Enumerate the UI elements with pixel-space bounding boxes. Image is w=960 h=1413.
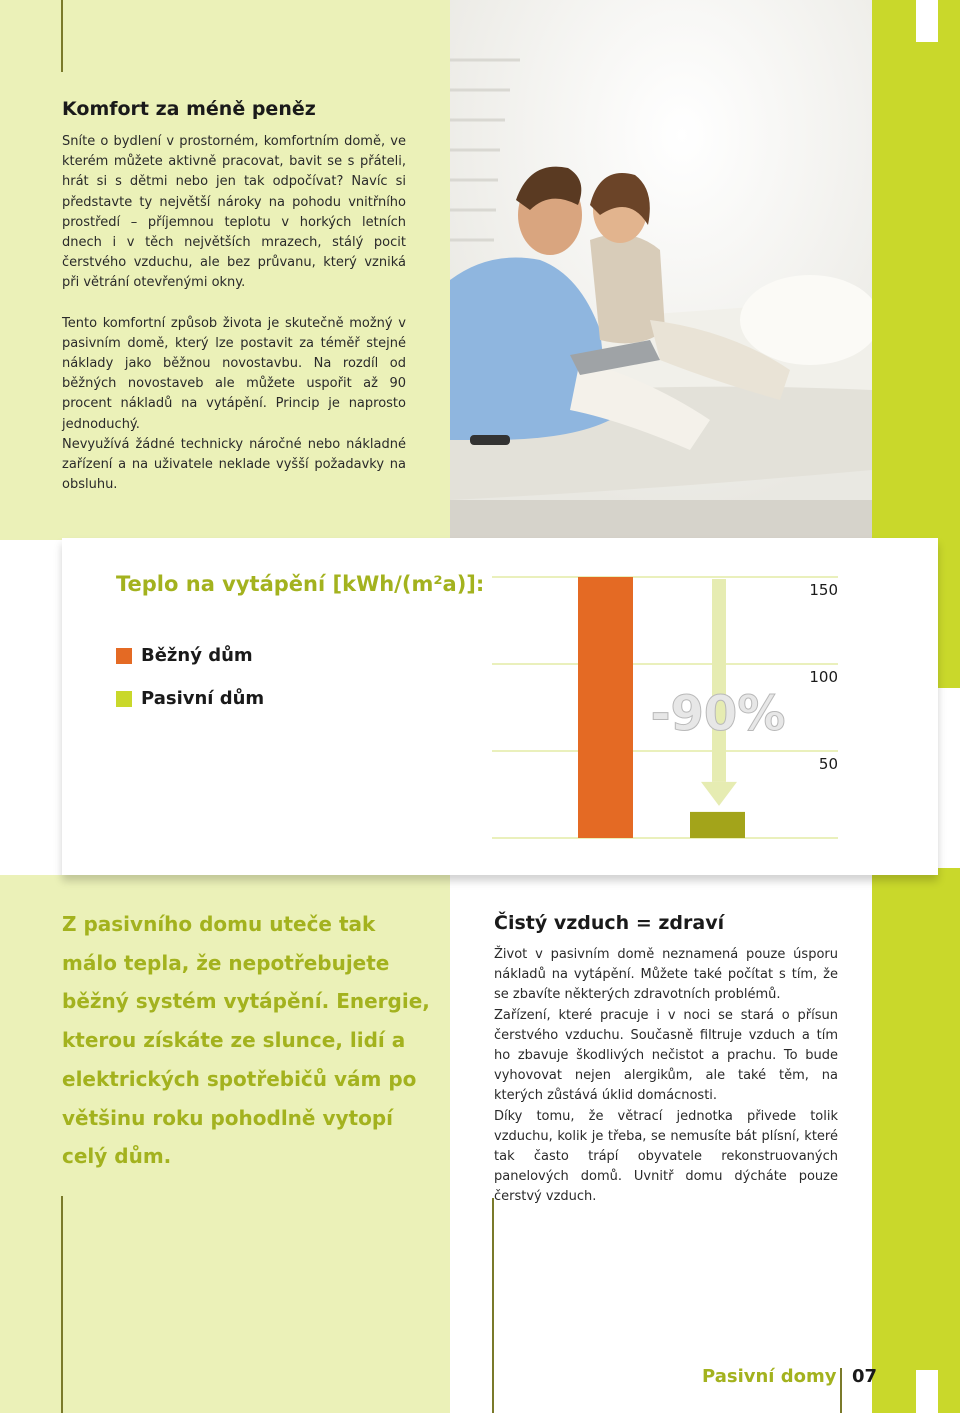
- y-tick-label: 100: [809, 668, 838, 686]
- y-tick-label: 150: [809, 581, 838, 599]
- bar-bezny-dum: [578, 577, 633, 838]
- photo-illustration: [450, 0, 872, 540]
- footer-brand: Pasivní domy: [702, 1366, 837, 1387]
- section-title: Čistý vzduch = zdraví: [494, 912, 725, 934]
- top-tab-marker: [916, 0, 938, 42]
- bar-pasivni-dum: [690, 812, 745, 838]
- legend-label: Běžný dům: [141, 645, 253, 666]
- legend-item: [116, 688, 264, 709]
- health-text: [494, 945, 838, 1208]
- couple-on-sofa-photo: [450, 0, 872, 540]
- legend-swatch: [116, 648, 132, 664]
- paragraph: Sníte o bydlení v prostorném, komfortním domě, ve kterém můžete aktivně pracovat, bavit se s přáteli, hrát si s dětmi nebo jen tak odpočívat? Navíc si představte ty největší nároky na pohodu vnitřního prostředí – příjemnou teplotu v horkých letních dnech i v těch největších mrazech, stálý pocit čerstvého vzduchu, ale bez průvanu, který vzniká při větrání otevřenými okny.: [62, 134, 406, 291]
- top-left-rule: [61, 0, 63, 72]
- y-tick-label: 50: [818, 755, 838, 773]
- middle-tab-marker: [938, 688, 960, 868]
- legend-label: Pasivní dům: [141, 688, 265, 709]
- page-number: 07: [852, 1366, 878, 1387]
- heating-chart: [480, 560, 860, 860]
- reduction-arrow-shaft: [712, 579, 726, 782]
- legend-swatch: [116, 691, 132, 707]
- chart-title: Teplo na vytápění [kWh/(m²a)]:: [116, 572, 485, 596]
- intro-text: [62, 132, 406, 495]
- paragraph: Nevyužívá žádné technicky náročné nebo nákladné zařízení a na uživatele neklade vyšší požadavky na obsluhu.: [62, 436, 406, 493]
- section-title: Komfort za méně peněz: [62, 98, 316, 120]
- footer-rule: [840, 1368, 842, 1413]
- bottom-center-rule: [492, 1198, 494, 1413]
- reduction-arrow-head: [701, 782, 737, 806]
- bottom-left-rule: [61, 1196, 63, 1413]
- paragraph: Zařízení, které pracuje i v noci se stará o přísun čerstvého vzduchu. Současně filtruje vzduch a tím ho zbavuje škodlivých nečistot a prachu. To bude vyhovovat nejen alergikům, ale také těm, na kterých zůstává úklid domácnosti.: [494, 1007, 838, 1104]
- bottom-tab-marker: [916, 1370, 938, 1413]
- paragraph: Život v pasivním domě neznamená pouze úsporu nákladů na vytápění. Můžete také počítat s tím, že se zbavíte některých zdravotních problémů.: [494, 947, 838, 1003]
- paragraph: Díky tomu, že větrací jednotka přivede tolik vzduchu, kolik je třeba, se nemusíte bát plísní, které tak často trápí obyvatele rekonstruovaných panelových domů. Uvnitř domu dýcháte pouze čerstvý vzduch.: [494, 1108, 838, 1205]
- highlight-quote: Z pasivního domu uteče tak málo tepla, že nepotřebujete běžný systém vytápění. Energie, kterou získáte ze slunce, lidí a elektrických spotřebičů vám po většinu roku pohodlně vytopí celý dům.: [62, 912, 430, 1169]
- paragraph: Tento komfortní způsob života je skutečně možný v pasivním domě, který lze postavit za téměř stejné náklady jako běžnou novostavbu. Na rozdíl od běžných novostaveb ale můžete uspořit až 90 procent nákladů na vytápění. Princip je naprosto jednoduchý.: [62, 315, 406, 432]
- legend-item: [116, 645, 253, 666]
- reduction-annotation: -90%: [650, 686, 786, 742]
